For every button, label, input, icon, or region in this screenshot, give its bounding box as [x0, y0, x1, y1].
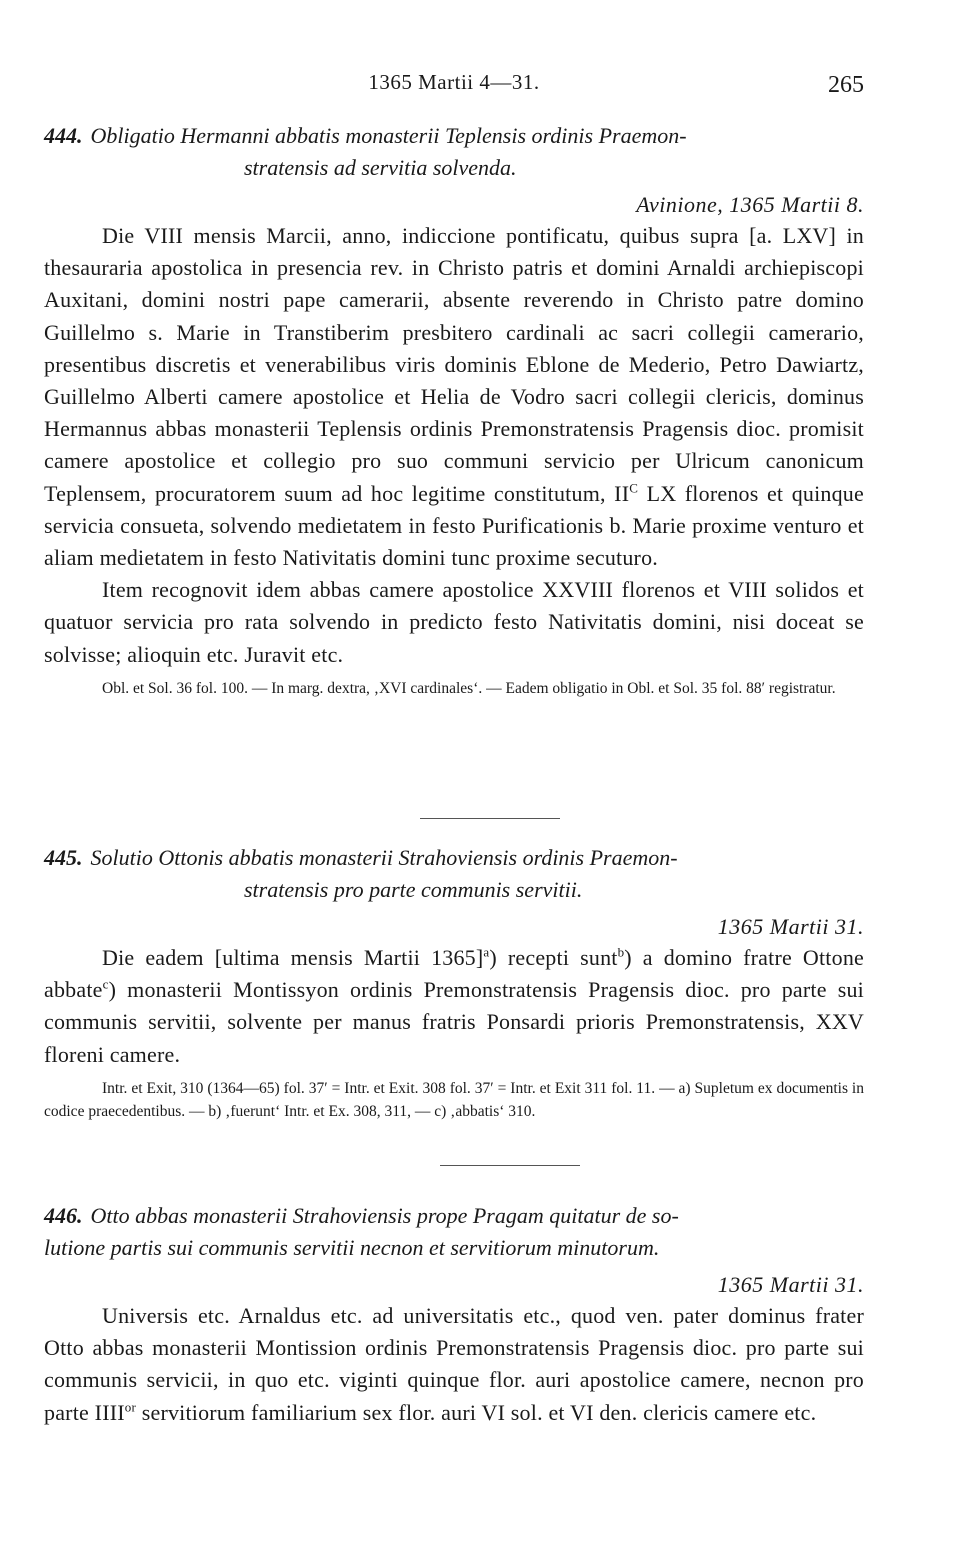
entry-paragraph — [44, 942, 864, 1071]
section-separator — [420, 818, 560, 819]
paragraph-text: Universis etc. Arnaldus etc. ad universitatis etc., quod ven. pater dominus frater Otto abbas monasterii Montission ordinis Premonstratensis Pragensis dioc. pro parte sui communis servicii, in quo etc. viginti quinque flor. auri apostolice camere, necnon pro parte IIII — [44, 1303, 864, 1425]
entry-title-line: stratensis pro parte communis servitii. — [244, 877, 583, 902]
superscript: c — [102, 976, 109, 992]
entry-date: Avinione, 1365 Martii 8. — [636, 192, 864, 217]
section-separator — [440, 1165, 580, 1166]
entry-445 — [44, 842, 864, 1123]
entry-title-line: lutione partis sui communis servitii necnon et servitiorum minutorum. — [44, 1235, 660, 1260]
entry-title — [44, 842, 864, 906]
apparatus-note: Intr. et Exit, 310 (1364—65) fol. 37′ = Intr. et Exit. 308 fol. 37′ = Intr. et Exit 311 fol. 11. — a) Supletum ex documentis in codice praecedentibus. — b) ‚fuerunt‘ Intr. et Ex. 308, 311, — c) ‚abbatis‘ 310. — [44, 1079, 864, 1120]
entry-446 — [44, 1200, 864, 1429]
superscript: b — [617, 944, 625, 960]
entry-number: 444. — [44, 123, 83, 148]
paragraph-text: ) recepti sunt — [489, 945, 618, 970]
entry-date: 1365 Martii 31. — [717, 1272, 864, 1297]
entry-paragraph — [44, 1300, 864, 1429]
entry-title-line: Otto abbas monasterii Strahoviensis prope Pragam quitatur de so- — [90, 1203, 679, 1228]
entry-paragraph: Item recognovit idem abbas camere apostolice XXVIII florenos et VIII solidos et quatuor servicia pro rata solvendo in predicto festo Nativitatis domini, nisi doceat se solvisse; alioquin etc. Juravit etc. — [44, 577, 864, 667]
entry-date: 1365 Martii 31. — [717, 914, 864, 939]
page-number: 265 — [828, 72, 864, 98]
running-head: 1365 Martii 4—31. — [368, 70, 540, 94]
paragraph-text: ) monasterii Montissyon ordinis Premonstratensis Pragensis dioc. pro parte sui communis servitii, solvente per manus fratris Ponsardi prioris Premonstratensis, XXV floreni camere. — [44, 977, 864, 1067]
superscript: or — [124, 1399, 137, 1415]
superscript: a — [483, 944, 490, 960]
paragraph-text: Die eadem [ultima mensis Martii 1365] — [102, 945, 484, 970]
entry-title — [44, 120, 864, 184]
entry-title-line: Solutio Ottonis abbatis monasterii Strahoviensis ordinis Praemon- — [90, 845, 678, 870]
entry-number: 445. — [44, 845, 83, 870]
entry-444 — [44, 120, 864, 700]
paragraph-text: ) a domino fratre Ottone abbate — [44, 945, 864, 1003]
paragraph-text: Die VIII mensis Marcii, anno, indiccione pontificatu, quibus supra [a. LXV] in thesauraria apostolica in presencia rev. in Christo patris et domini Arnaldi archiepiscopi Auxitani, domini nostri pape camerarii, absente reverendo in Christo patre domino Guillelmo s. Marie in Transtiberim presbitero cardinali ac sacri collegii camerario, presentibus discretis et venerabilibus viris dominis Eblone de Mederio, Petro Dawiartz, Guillelmo Alberti camere apostolice et Helia de Vodro sacri collegii clericis, dominus Hermannus abbas monasterii Teplensis ordinis Premonstratensis Pragensis dioc. promisit camere apostolice et collegio pro suo communi servicio per Ulricum canonicum Teplensem, procuratorem suum ad hoc legitime constitutum, II — [44, 223, 864, 506]
entry-paragraph — [44, 220, 864, 574]
entry-title-line: Obligatio Hermanni abbatis monasterii Teplensis ordinis Praemon- — [90, 123, 687, 148]
apparatus-note: Obl. et Sol. 36 fol. 100. — In marg. dextra, ‚XVI cardinales‘. — Eadem obligatio in Obl. et Sol. 35 fol. 88′ registratur. — [102, 679, 836, 697]
paragraph-text: servitiorum familiarium sex flor. auri VI sol. et VI den. clericis camere etc. — [136, 1399, 817, 1425]
paragraph-text: LX florenos et quinque servicia consueta, solvendo medietatem in festo Purificationis b. Marie proxime venturo et aliam medietatem in festo Nativitatis domini tunc proxime secuturo. — [44, 480, 864, 571]
entry-title — [44, 1200, 864, 1264]
entry-number: 446. — [44, 1203, 83, 1228]
superscript: C — [629, 480, 639, 496]
page-header — [44, 64, 864, 104]
entry-title-line: stratensis ad servitia solvenda. — [244, 155, 517, 180]
